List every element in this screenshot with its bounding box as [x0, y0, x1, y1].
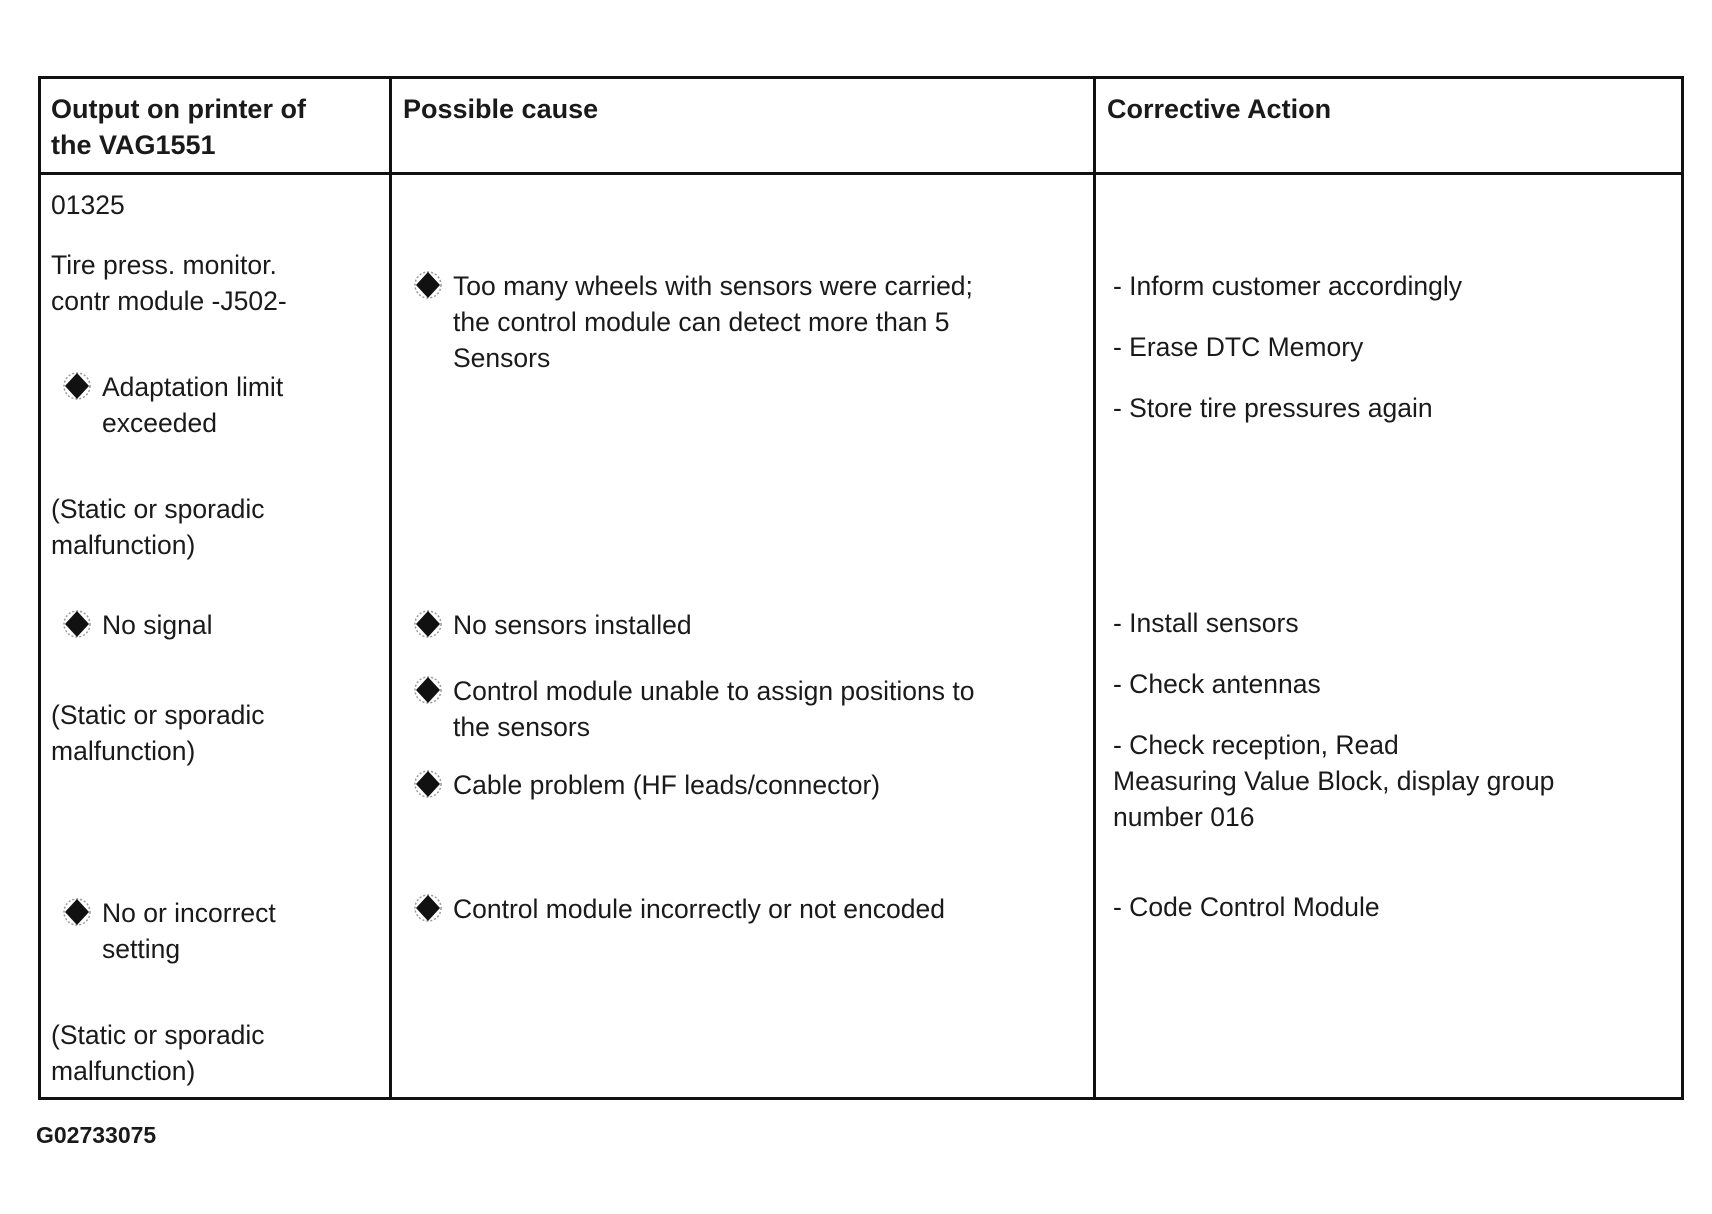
- cause-too-many-wheels-line2: the control module can detect more than 5: [453, 307, 950, 337]
- action-install-sensors: - Install sensors: [1113, 608, 1299, 638]
- diamond-bullet-icon: [62, 609, 92, 639]
- fault-type-line2: malfunction): [51, 1056, 196, 1086]
- action-check-antennas: - Check antennas: [1113, 669, 1321, 699]
- header-corrective-action: Corrective Action: [1107, 94, 1332, 124]
- column-divider: [389, 79, 392, 1097]
- fault-setting-line2: setting: [102, 934, 181, 964]
- cause-no-sensors: No sensors installed: [453, 610, 692, 640]
- fault-type-line2: malfunction): [51, 530, 196, 560]
- cause-cable-problem: Cable problem (HF leads/connector): [453, 770, 881, 800]
- cause-assign-positions-line1: Control module unable to assign positions to: [453, 676, 975, 706]
- action-store-pressures: - Store tire pressures again: [1113, 393, 1433, 423]
- diamond-bullet-icon: [413, 893, 443, 923]
- action-erase-dtc: - Erase DTC Memory: [1113, 332, 1364, 362]
- action-check-reception-line3: number 016: [1113, 802, 1255, 832]
- action-check-reception-line1: - Check reception, Read: [1113, 730, 1399, 760]
- fault-adaptation-line2: exceeded: [102, 408, 217, 438]
- header-output-line2: the VAG1551: [51, 130, 216, 160]
- fault-type-line1: (Static or sporadic: [51, 1020, 265, 1050]
- diamond-bullet-icon: [62, 897, 92, 927]
- header-output-line1: Output on printer of: [51, 94, 306, 124]
- component-line2: contr module -J502-: [51, 286, 287, 316]
- cause-too-many-wheels-line1: Too many wheels with sensors were carried;: [453, 271, 973, 301]
- header-divider: [41, 172, 1681, 175]
- cause-too-many-wheels-line3: Sensors: [453, 343, 551, 373]
- action-inform-customer: - Inform customer accordingly: [1113, 271, 1463, 301]
- fault-code: 01325: [51, 190, 125, 220]
- diamond-bullet-icon: [413, 270, 443, 300]
- diamond-bullet-icon: [62, 371, 92, 401]
- fault-no-signal: No signal: [102, 610, 213, 640]
- diagnostic-table: [38, 76, 1684, 1100]
- diamond-bullet-icon: [413, 609, 443, 639]
- fault-type-line1: (Static or sporadic: [51, 494, 265, 524]
- cause-not-encoded: Control module incorrectly or not encoded: [453, 894, 945, 924]
- fault-type-line2: malfunction): [51, 736, 196, 766]
- column-divider: [1093, 79, 1096, 1097]
- diamond-bullet-icon: [413, 769, 443, 799]
- fault-type-line1: (Static or sporadic: [51, 700, 265, 730]
- cause-assign-positions-line2: the sensors: [453, 712, 590, 742]
- figure-code: G02733075: [36, 1122, 157, 1148]
- action-code-control-module: - Code Control Module: [1113, 892, 1380, 922]
- fault-adaptation-line1: Adaptation limit: [102, 372, 284, 402]
- component-line1: Tire press. monitor.: [51, 250, 277, 280]
- action-check-reception-line2: Measuring Value Block, display group: [1113, 766, 1555, 796]
- header-possible-cause: Possible cause: [403, 94, 599, 124]
- diamond-bullet-icon: [413, 675, 443, 705]
- fault-setting-line1: No or incorrect: [102, 898, 276, 928]
